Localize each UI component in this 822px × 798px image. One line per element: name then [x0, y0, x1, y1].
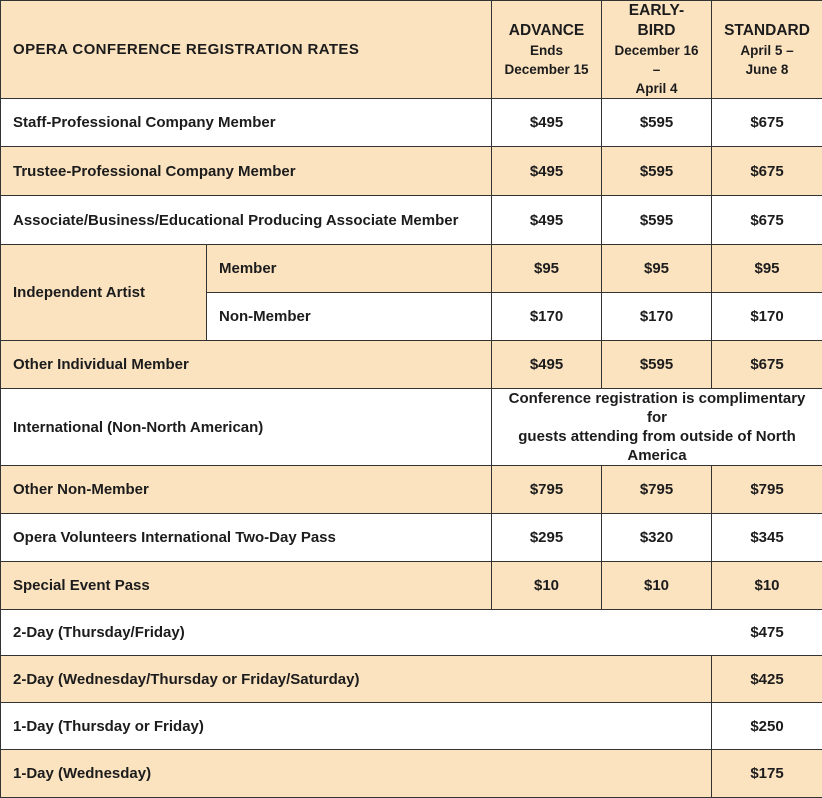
price-standard: $795: [712, 466, 822, 514]
table-row: [1, 196, 822, 245]
price-standard: $675: [712, 147, 822, 196]
column-date: April 4: [614, 79, 699, 98]
row-label: Opera Volunteers International Two-Day Pass: [1, 514, 492, 562]
row-label: International (Non-North American): [1, 389, 492, 466]
price-early-bird: $595: [602, 99, 712, 147]
price-advance: $495: [492, 196, 602, 245]
price-standard: $475: [712, 610, 822, 656]
column-header-standard: [712, 1, 822, 99]
price-early-bird: $320: [602, 514, 712, 562]
row-label: 2-Day (Wednesday/Thursday or Friday/Saturday): [1, 656, 712, 703]
price-advance: $95: [492, 245, 602, 293]
price-early-bird: $595: [602, 196, 712, 245]
header-row: [1, 1, 822, 99]
column-header-early-bird: [602, 1, 712, 99]
table-row: [1, 466, 822, 514]
column-name: ADVANCE: [504, 21, 589, 41]
sub-row-label: Member: [207, 245, 492, 293]
price-standard: $175: [712, 750, 822, 798]
table-row: [1, 341, 822, 389]
column-date: Ends: [504, 41, 589, 60]
price-standard: $250: [712, 703, 822, 750]
price-advance: $10: [492, 562, 602, 610]
price-advance: $295: [492, 514, 602, 562]
price-advance: $495: [492, 99, 602, 147]
row-label: 1-Day (Thursday or Friday): [1, 703, 712, 750]
row-label: Independent Artist: [1, 245, 207, 341]
column-date: December 16 –: [614, 41, 699, 79]
price-advance: $795: [492, 466, 602, 514]
table-row: [1, 389, 822, 466]
price-standard: $10: [712, 562, 822, 610]
column-name: STANDARD: [724, 21, 810, 41]
table-row: [1, 703, 822, 750]
price-early-bird: $795: [602, 466, 712, 514]
price-standard: $425: [712, 656, 822, 703]
price-standard: $170: [712, 293, 822, 341]
table-row: [1, 99, 822, 147]
price-advance: $495: [492, 147, 602, 196]
column-header-advance: [492, 1, 602, 99]
table-row: [1, 514, 822, 562]
table-row: [1, 656, 822, 703]
price-standard: $95: [712, 245, 822, 293]
column-name: EARLY-BIRD: [614, 1, 699, 41]
sub-row-label: Non-Member: [207, 293, 492, 341]
price-advance: $495: [492, 341, 602, 389]
row-label: Special Event Pass: [1, 562, 492, 610]
table-row: [1, 610, 822, 656]
column-date: June 8: [724, 60, 810, 79]
table-row: [1, 147, 822, 196]
price-early-bird: $170: [602, 293, 712, 341]
row-label: 2-Day (Thursday/Friday): [1, 610, 712, 656]
row-label: 1-Day (Wednesday): [1, 750, 712, 798]
price-early-bird: $595: [602, 147, 712, 196]
note-line: Conference registration is complimentary for: [504, 389, 810, 427]
column-date: April 5 –: [724, 41, 810, 60]
price-standard: $675: [712, 99, 822, 147]
row-label: Trustee-Professional Company Member: [1, 147, 492, 196]
row-label: Staff-Professional Company Member: [1, 99, 492, 147]
table-row: [1, 750, 822, 798]
table-title: OPERA CONFERENCE REGISTRATION RATES: [1, 1, 492, 99]
price-early-bird: $10: [602, 562, 712, 610]
note-line: guests attending from outside of North America: [504, 427, 810, 465]
column-date: December 15: [504, 60, 589, 79]
row-label: Other Individual Member: [1, 341, 492, 389]
price-early-bird: $595: [602, 341, 712, 389]
price-early-bird: $95: [602, 245, 712, 293]
price-standard: $345: [712, 514, 822, 562]
table-row: [1, 245, 822, 293]
price-advance: $170: [492, 293, 602, 341]
row-label: Other Non-Member: [1, 466, 492, 514]
price-standard: $675: [712, 341, 822, 389]
row-label: Associate/Business/Educational Producing Associate Member: [1, 196, 492, 245]
price-standard: $675: [712, 196, 822, 245]
table-row: [1, 562, 822, 610]
complimentary-note: [492, 389, 822, 466]
